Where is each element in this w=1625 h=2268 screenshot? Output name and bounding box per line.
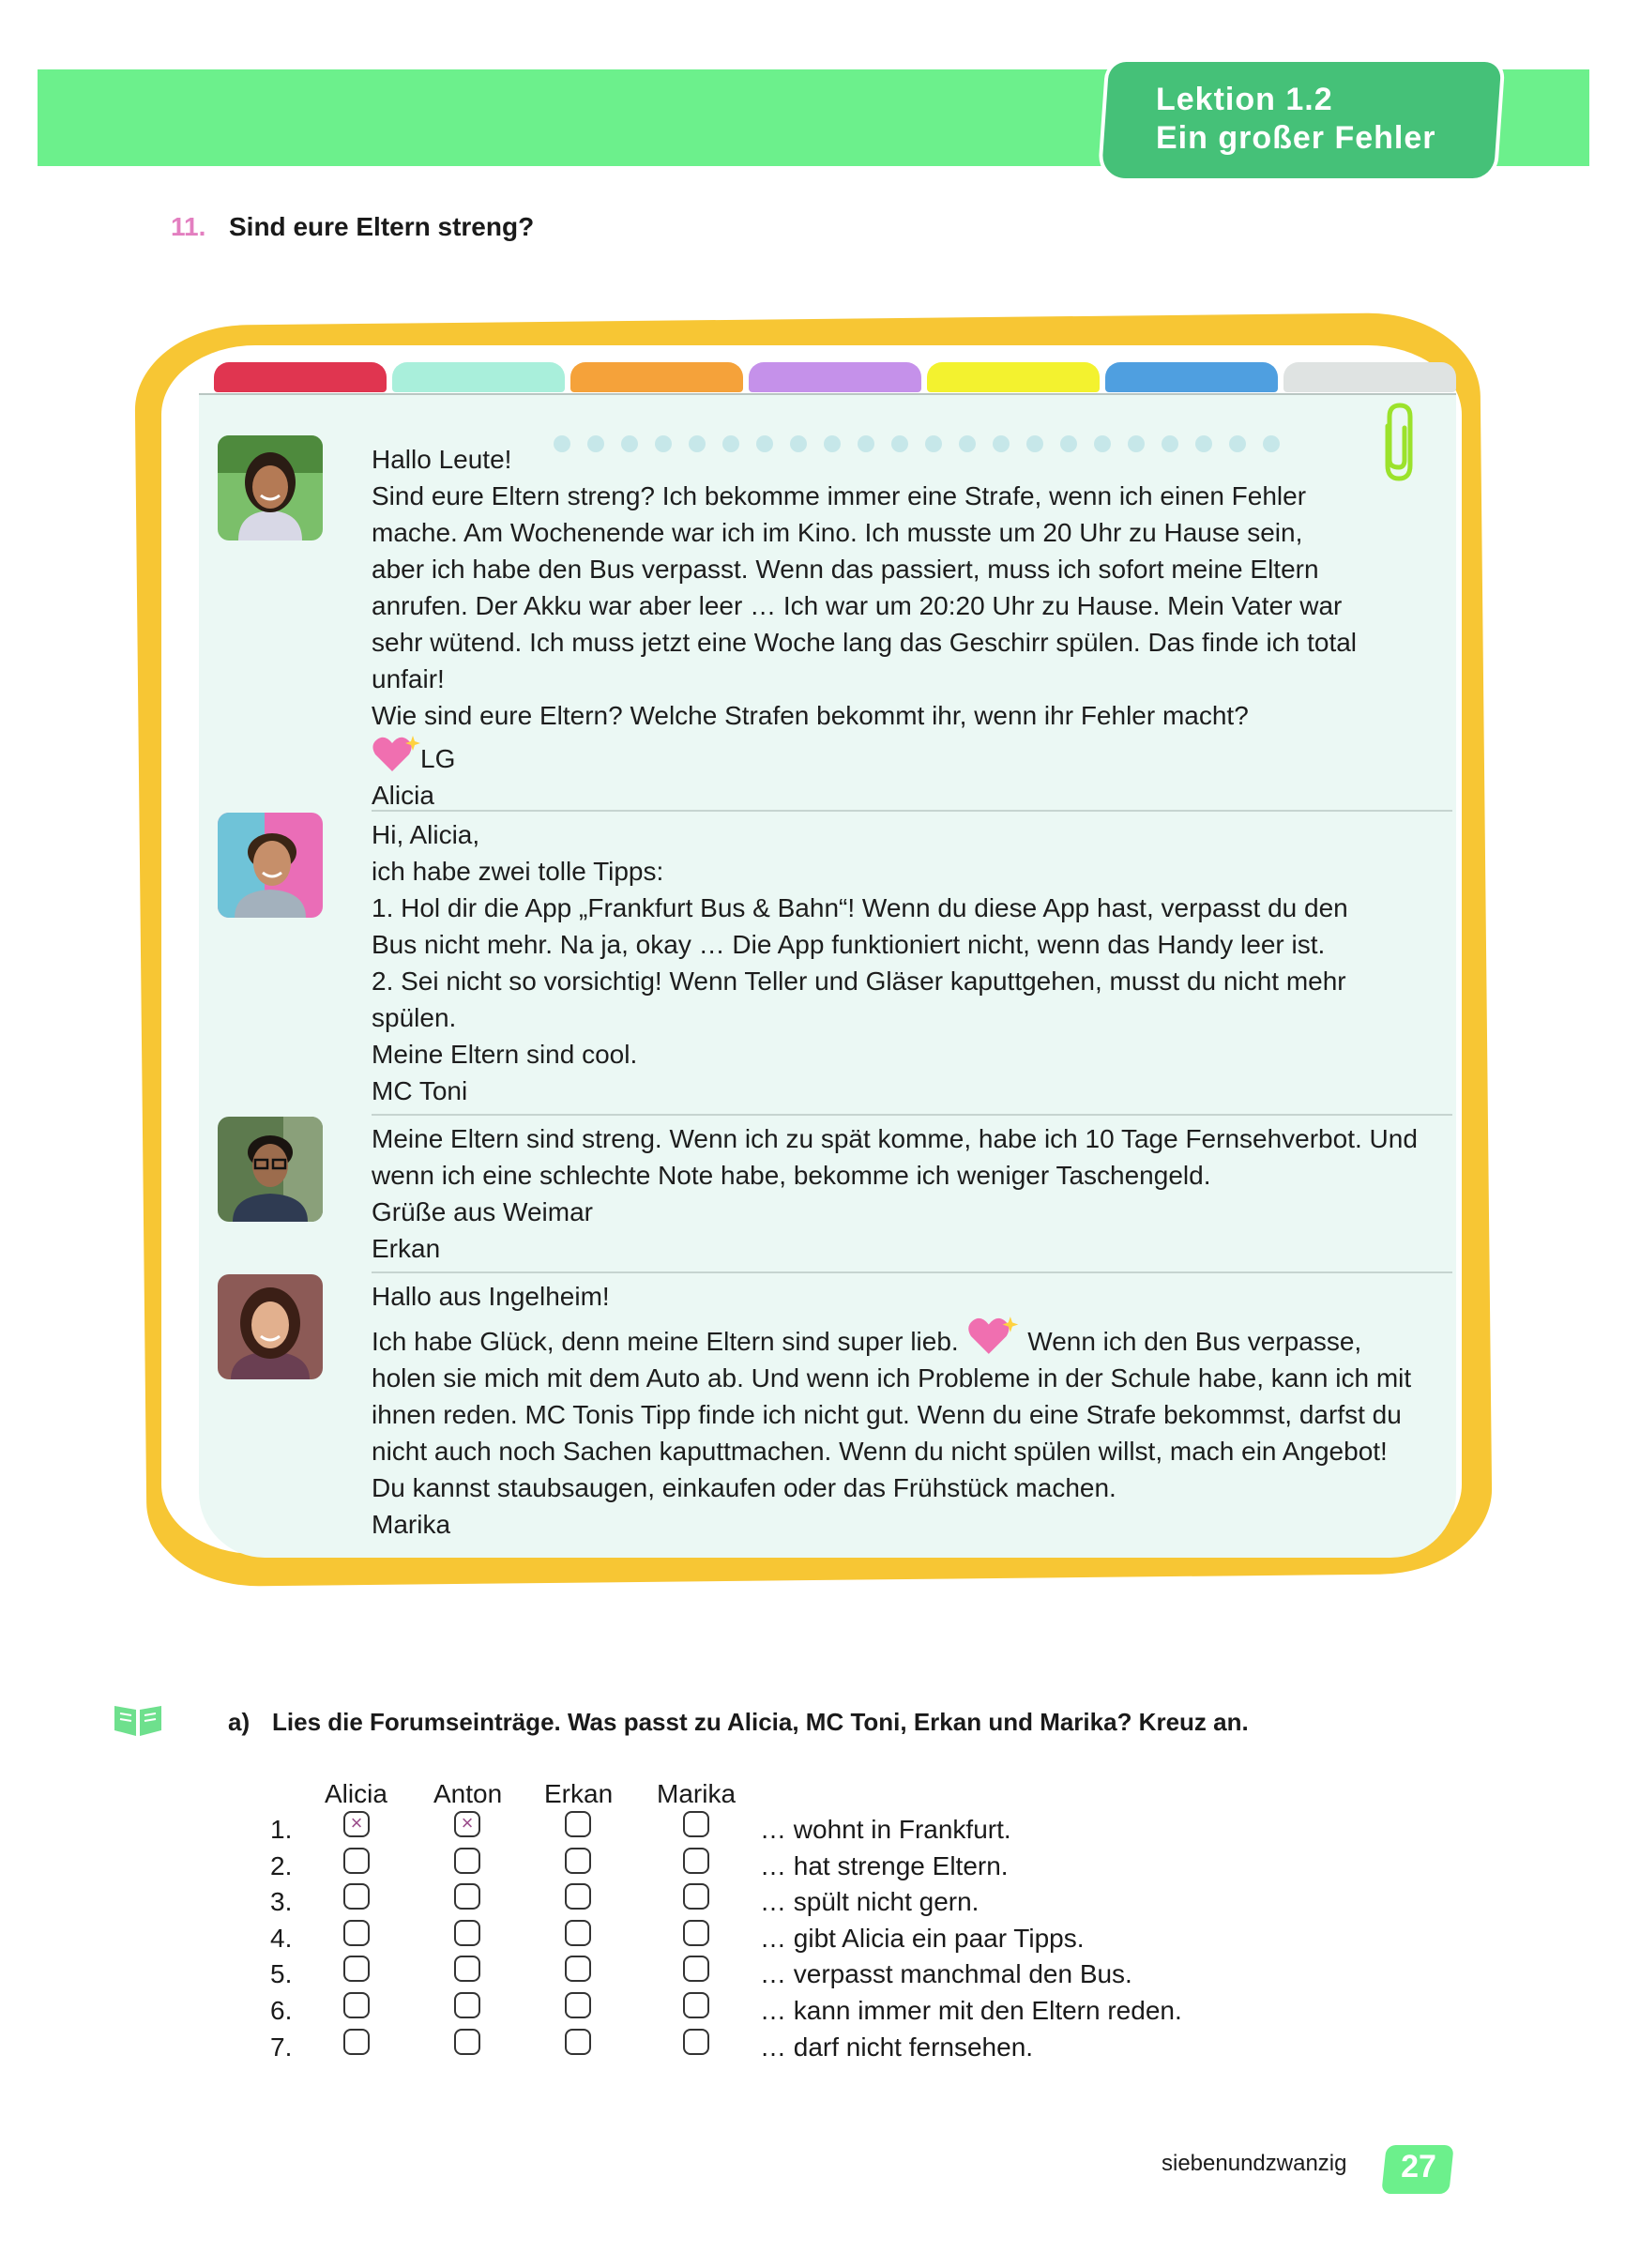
post-separator [372,1271,1452,1273]
checkbox-anton-3[interactable] [454,1883,480,1910]
checkbox-anton-4[interactable] [454,1920,480,1946]
check-mark: × [350,1811,363,1834]
post-line: Meine Eltern sind cool. [372,1040,638,1069]
post-line: sehr wütend. Ich muss jetzt eine Woche lang das Geschirr spülen. Das finde ich total [372,628,1358,657]
post-signature: Marika [372,1510,451,1539]
task-instruction: Lies die Forumseinträge. Was passt zu Alicia, MC Toni, Erkan und Marika? Kreuz an. [272,1708,1249,1736]
post-line: holen sie mich mit dem Auto ab. Und wenn ich Probleme in der Schule habe, kann ich mit [372,1363,1412,1393]
book-icon [111,1700,165,1738]
avatar-marika [218,1274,323,1379]
lesson-title [1156,81,1436,158]
post-line-part: Ich habe Glück, denn meine Eltern sind super lieb. [372,1327,959,1356]
row-number: 6. [270,1996,293,2025]
column-header-erkan: Erkan [544,1779,614,1808]
post-signature: MC Toni [372,1076,468,1105]
checkbox-anton-7[interactable] [454,2029,480,2055]
statement: … spült nicht gern. [760,1887,980,1917]
post-line: ich habe zwei tolle Tipps: [372,857,664,886]
statement: … darf nicht fernsehen. [760,2032,1034,2062]
avatar-mc-toni [218,813,323,918]
checkbox-marika-3[interactable] [683,1883,709,1910]
row-number: 5. [270,1959,293,1989]
post-line: Hallo Leute! [372,445,512,474]
checkbox-alicia-3[interactable] [343,1883,370,1910]
checkbox-erkan-3[interactable] [565,1883,591,1910]
post-alicia [372,441,1450,814]
row-number: 3. [270,1887,293,1917]
forum-tab-mint[interactable] [392,362,565,392]
post-line: Meine Eltern sind streng. Wenn ich zu spät komme, habe ich 10 Tage Fernsehverbot. Und [372,1124,1418,1153]
forum-tab-yellow[interactable] [927,362,1100,392]
post-marika [372,1278,1450,1543]
exercise-title: Sind eure Eltern streng? [229,212,535,241]
post-line [372,1315,1450,1360]
post-line: mache. Am Wochenende war ich im Kino. Ich musste um 20 Uhr zu Hause sein, [372,518,1303,547]
checkbox-erkan-4[interactable] [565,1920,591,1946]
statement: … kann immer mit den Eltern reden. [760,1996,1182,2025]
forum-tab-grey[interactable] [1283,362,1456,392]
post-line: 1. Hol dir die App „Frankfurt Bus & Bahn“! Wenn du diese App hast, verpasst du den [372,893,1348,922]
post-line: Bus nicht mehr. Na ja, okay … Die App funktioniert nicht, wenn das Handy leer ist. [372,930,1326,959]
checkbox-erkan-1[interactable] [565,1811,591,1837]
post-line: anrufen. Der Akku war aber leer … Ich war um 20:20 Uhr zu Hause. Mein Vater war [372,591,1343,620]
checkbox-alicia-5[interactable] [343,1956,370,1982]
post-line: Sind eure Eltern streng? Ich bekomme immer eine Strafe, wenn ich einen Fehler [372,481,1307,510]
checkbox-anton-6[interactable] [454,1992,480,2018]
statement: … verpasst manchmal den Bus. [760,1959,1132,1989]
sparkling-heart-icon [965,1315,1020,1356]
checkbox-erkan-2[interactable] [565,1848,591,1874]
post-line: Du kannst staubsaugen, einkaufen oder das Frühstück machen. [372,1473,1116,1502]
check-mark: × [461,1811,474,1834]
post-line: aber ich habe den Bus verpasst. Wenn das passiert, muss ich sofort meine Eltern [372,555,1319,584]
row-number: 7. [270,2032,293,2062]
forum-tab-purple[interactable] [749,362,921,392]
checkbox-anton-2[interactable] [454,1848,480,1874]
forum-tab-blue[interactable] [1105,362,1278,392]
post-separator [372,1114,1452,1116]
checkbox-marika-6[interactable] [683,1992,709,2018]
task-label: a) [228,1708,251,1736]
statement: … gibt Alicia ein paar Tipps. [760,1923,1085,1953]
forum-tab-red[interactable] [214,362,387,392]
post-line: spülen. [372,1003,457,1032]
checkbox-marika-5[interactable] [683,1956,709,1982]
checkbox-alicia-6[interactable] [343,1992,370,2018]
column-header-marika: Marika [657,1779,737,1808]
checkbox-erkan-7[interactable] [565,2029,591,2055]
post-separator [372,810,1452,812]
post-signature: Erkan [372,1234,441,1263]
post-line: ihnen reden. MC Tonis Tipp finde ich nicht gut. Wenn du eine Strafe bekommst, darfst du [372,1400,1402,1429]
row-number: 4. [270,1923,293,1953]
statement: … wohnt in Frankfurt. [760,1815,1011,1844]
checkbox-alicia-2[interactable] [343,1848,370,1874]
post-signature: Alicia [372,781,434,810]
post-line: 2. Sei nicht so vorsichtig! Wenn Teller und Gläser kaputtgehen, musst du nicht mehr [372,967,1346,996]
post-line: unfair! [372,664,445,693]
post-erkan [372,1120,1450,1267]
lesson-number: Lektion 1.2 [1156,82,1333,117]
post-mc-toni [372,816,1450,1109]
page-number: 27 [1401,2149,1436,2184]
checkbox-marika-1[interactable] [683,1811,709,1837]
checkbox-anton-5[interactable] [454,1956,480,1982]
signoff-text: LG [420,744,456,773]
column-header-alicia: Alicia [325,1779,387,1808]
post-line: Grüße aus Weimar [372,1197,593,1226]
checkbox-marika-4[interactable] [683,1920,709,1946]
post-signoff [372,734,1450,777]
statement: … hat strenge Eltern. [760,1850,1009,1880]
column-header-anton: Anton [433,1779,503,1808]
post-line: Wie sind eure Eltern? Welche Strafen bekommt ihr, wenn ihr Fehler macht? [372,701,1249,730]
checkbox-erkan-5[interactable] [565,1956,591,1982]
post-line: wenn ich eine schlechte Note habe, bekomme ich weniger Taschengeld. [372,1161,1211,1190]
checkbox-alicia-1[interactable] [343,1811,370,1837]
lesson-name: Ein großer Fehler [1156,120,1436,156]
checkbox-marika-7[interactable] [683,2029,709,2055]
avatar-erkan [218,1117,323,1222]
avatar-alicia [218,435,323,540]
row-number: 2. [270,1850,293,1880]
exercise-number: 11. [171,212,206,241]
checkbox-erkan-6[interactable] [565,1992,591,2018]
checkbox-anton-1[interactable] [454,1811,480,1837]
post-line: Hallo aus Ingelheim! [372,1282,610,1311]
checkbox-alicia-7[interactable] [343,2029,370,2055]
row-number: 1. [270,1815,293,1844]
checkbox-alicia-4[interactable] [343,1920,370,1946]
forum-tab-orange[interactable] [570,362,743,392]
post-line: Hi, Alicia, [372,820,480,849]
post-line: nicht auch noch Sachen kaputtmachen. Wenn du nicht spülen willst, mach ein Angebot! [372,1437,1388,1466]
tabs-divider [199,393,1456,395]
sparkling-heart-icon [372,734,420,773]
checkbox-marika-2[interactable] [683,1848,709,1874]
post-line-part: Wenn ich den Bus verpasse, [1027,1327,1362,1356]
page-word: siebenundzwanzig [1162,2151,1347,2176]
